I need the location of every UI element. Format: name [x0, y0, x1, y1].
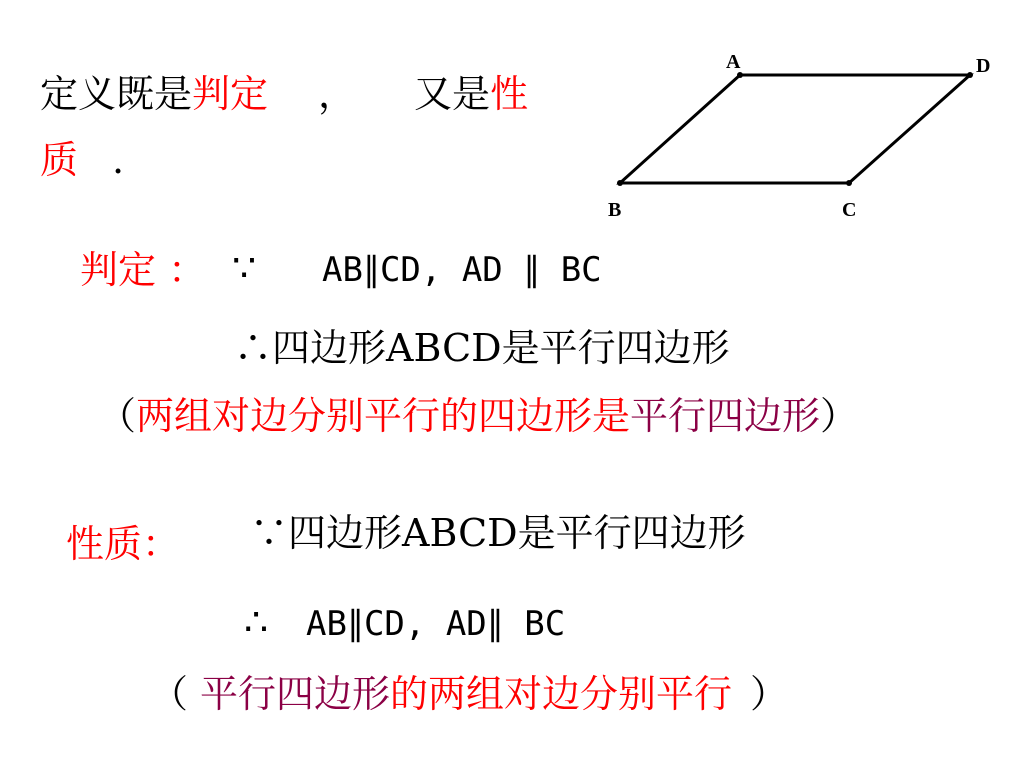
criterion-note-text: 两组对边分别平行的四边形是	[136, 394, 631, 438]
property-label: 性质：	[66, 522, 181, 566]
property-note-close: ）	[750, 672, 789, 716]
vertex-b-dot	[617, 180, 623, 186]
criterion-note-tail: 平行四边形	[630, 394, 821, 438]
criterion-because-symbol: ∵	[232, 246, 257, 290]
definition-property-2: 质	[40, 138, 79, 182]
property-conclusion: AB∥CD, AD∥ BC	[306, 604, 566, 644]
property-note	[150, 672, 788, 718]
parallelogram-shape	[620, 75, 970, 183]
property-therefore-symbol: ∴	[244, 600, 269, 644]
definition-comma: ，	[318, 72, 357, 116]
vertex-d-dot	[967, 72, 973, 78]
parallelogram-diagram	[590, 40, 1010, 230]
property-because-symbol: ∵	[250, 511, 289, 555]
definition-period: .	[112, 138, 125, 182]
vertex-b-label: B	[608, 199, 622, 221]
property-note-text: 的两组对边分别平行	[390, 672, 733, 716]
definition-judge: 判定	[192, 72, 269, 116]
definition-property-1: 性	[490, 72, 529, 116]
definition-prefix: 定义既是	[40, 72, 193, 116]
property-note-open: （	[150, 672, 189, 716]
criterion-condition: AB∥CD, AD ∥ BC	[322, 250, 602, 290]
criterion-note	[98, 394, 858, 440]
property-condition-line	[250, 511, 746, 557]
property-condition: 四边形ABCD是平行四边形	[288, 511, 746, 555]
property-note-head: 平行四边形	[200, 672, 391, 716]
vertex-a-label: A	[726, 51, 741, 73]
vertex-c-dot	[846, 180, 852, 186]
criterion-note-close: ）	[820, 394, 859, 438]
criterion-conclusion-line	[234, 326, 730, 372]
criterion-note-open: （	[98, 394, 137, 438]
criterion-label: 判定 ：	[80, 248, 207, 292]
vertex-c-label: C	[842, 199, 857, 221]
definition-line-2	[40, 138, 124, 184]
vertex-d-label: D	[976, 55, 991, 77]
criterion-conclusion: 四边形ABCD是平行四边形	[272, 326, 730, 370]
criterion-therefore-symbol: ∴	[234, 326, 273, 370]
definition-also: 又是	[414, 72, 491, 116]
definition-line-1	[40, 72, 528, 118]
